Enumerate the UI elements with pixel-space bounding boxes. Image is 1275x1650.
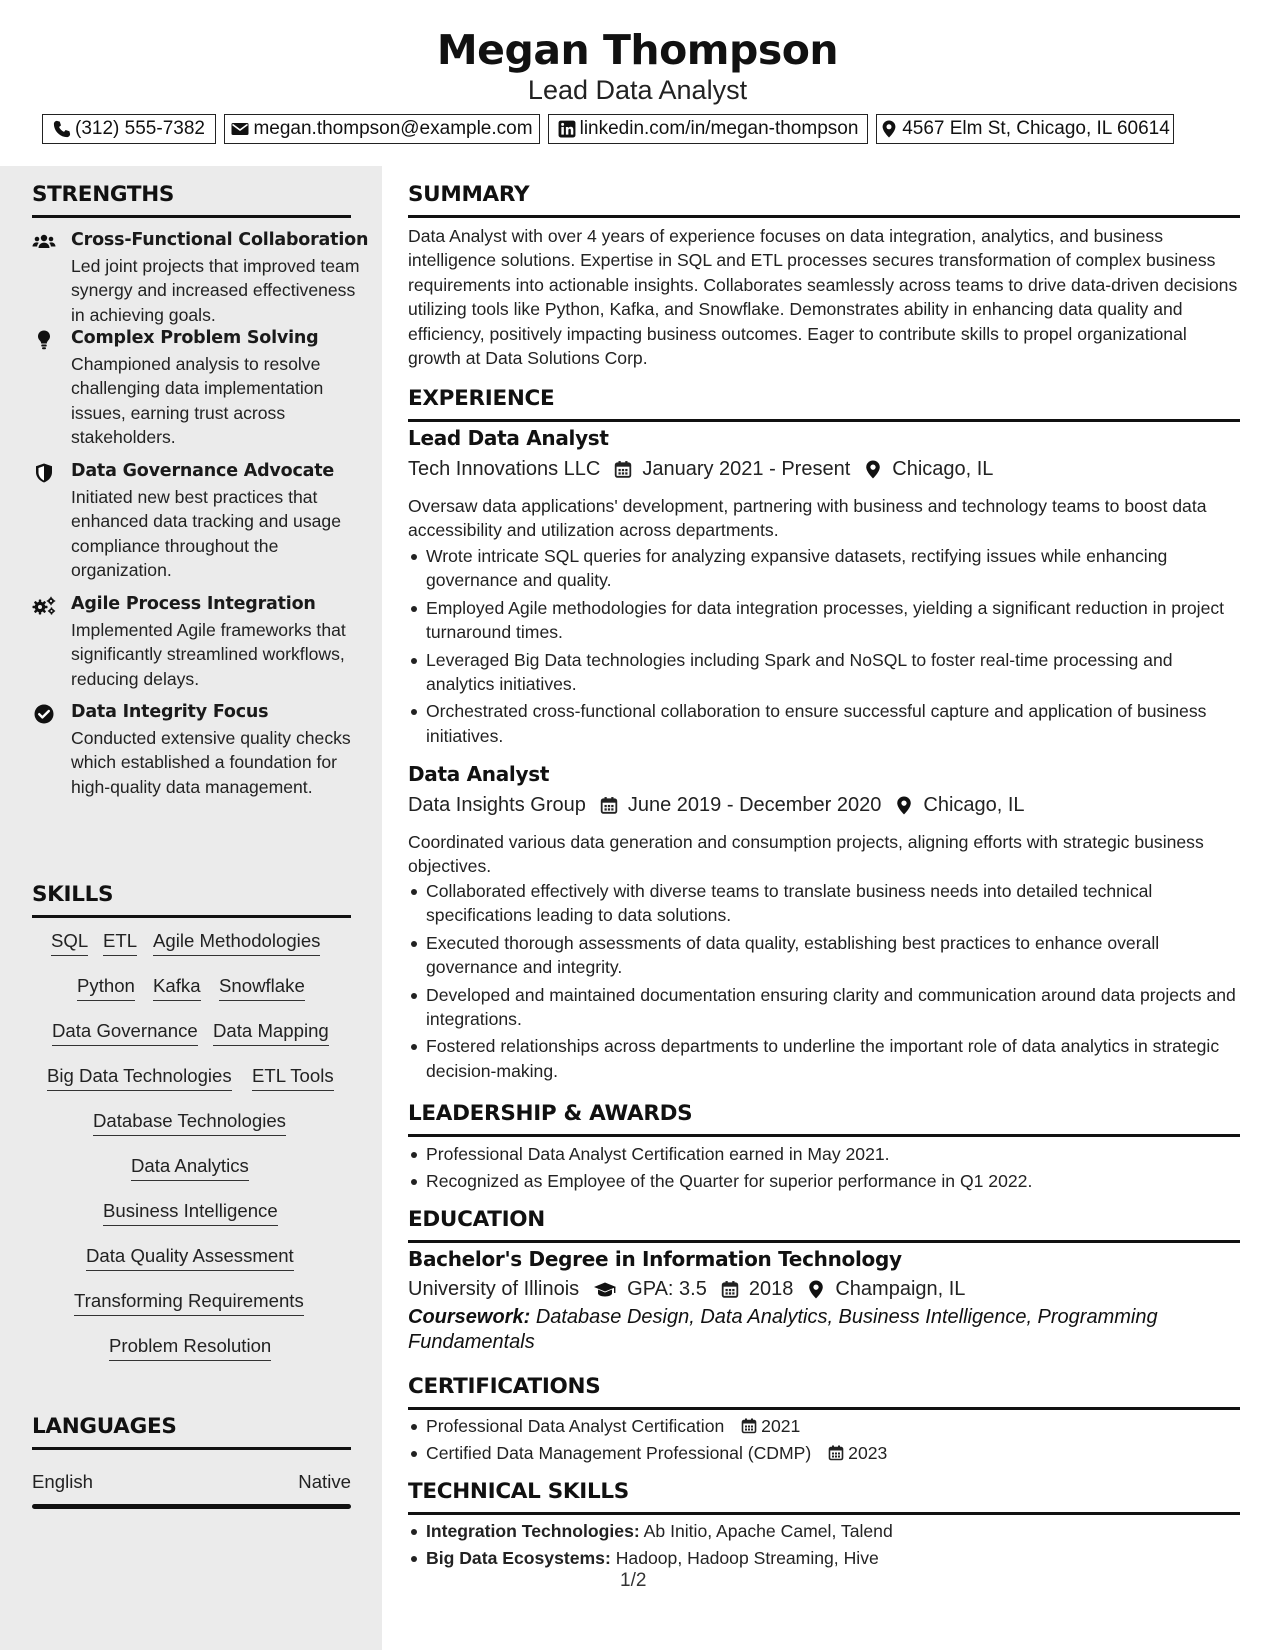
languages-rule <box>32 1447 351 1450</box>
contact-phone[interactable] <box>42 114 216 144</box>
lightbulb-icon <box>32 330 56 350</box>
strengths-title: STRENGTHS <box>32 182 175 207</box>
location-pin-icon <box>880 120 898 138</box>
language-level-bar <box>32 1504 351 1509</box>
skill-chip: Big Data Technologies <box>47 1064 232 1091</box>
technical-title: TECHNICAL SKILLS <box>408 1479 629 1504</box>
skill-chip: Database Technologies <box>93 1109 286 1136</box>
degree-title: Bachelor's Degree in Information Technology <box>408 1247 902 1271</box>
location-pin-icon <box>807 1280 825 1299</box>
strength-title: Agile Process Integration <box>71 594 316 614</box>
education-heading <box>408 1207 1240 1243</box>
leadership-title: LEADERSHIP & AWARDS <box>408 1101 693 1126</box>
skill-chip: Data Governance <box>52 1019 198 1046</box>
technical-value: Hadoop, Hadoop Streaming, Hive <box>615 1548 879 1569</box>
experience-title: EXPERIENCE <box>408 386 555 411</box>
location-pin-icon <box>895 796 913 815</box>
page-number: 1/2 <box>620 1570 647 1591</box>
job-bullets <box>426 879 1238 1086</box>
users-icon <box>32 232 56 252</box>
skill-chip: Business Intelligence <box>103 1199 278 1226</box>
leadership-rule <box>408 1134 1240 1137</box>
list-item: Fostered relationships across departments to underline the important role of data analytics in strategic decision-making. <box>426 1034 1238 1083</box>
languages-title: LANGUAGES <box>32 1414 177 1439</box>
certifications-heading <box>408 1374 1240 1410</box>
list-item: Recognized as Employee of the Quarter for superior performance in Q1 2022. <box>426 1169 1238 1193</box>
list-item: Executed thorough assessments of data quality, establishing best practices to enhance overall governance and integrity. <box>426 931 1238 980</box>
skill-chip: Snowflake <box>219 974 305 1001</box>
leadership-list <box>426 1142 1238 1197</box>
technical-list <box>426 1519 1238 1574</box>
languages-heading <box>32 1414 351 1450</box>
list-item: Collaborated effectively with diverse teams to translate business needs into detailed technical specifications leading to data solutions. <box>426 879 1238 928</box>
strength-description: Led joint projects that improved team synergy and increased effectiveness in achieving goals. <box>71 256 360 325</box>
education-rule <box>408 1240 1240 1243</box>
job-description: Coordinated various data generation and consumption projects, aligning efforts with strategic business objectives. <box>408 832 1204 877</box>
list-item <box>426 1519 1238 1543</box>
skills-rule <box>32 915 351 918</box>
list-item <box>426 1414 1238 1438</box>
skill-chip: Data Mapping <box>213 1019 329 1046</box>
certifications-list <box>426 1414 1238 1469</box>
gears-icon <box>32 596 56 616</box>
certifications-rule <box>408 1407 1240 1410</box>
skill-chip: Data Quality Assessment <box>86 1244 294 1271</box>
technical-rule <box>408 1512 1240 1515</box>
candidate-role: Lead Data Analyst <box>527 75 748 105</box>
strength-title: Data Integrity Focus <box>71 702 269 722</box>
contact-linkedin[interactable] <box>548 114 868 144</box>
job-location: Chicago, IL <box>923 794 1025 816</box>
skill-chip: Kafka <box>153 974 201 1001</box>
summary-title: SUMMARY <box>408 182 530 207</box>
job-location: Chicago, IL <box>892 458 994 480</box>
phone-text: (312) 555-7382 <box>75 118 205 139</box>
strength-item <box>32 326 362 446</box>
strength-title: Data Governance Advocate <box>71 461 335 481</box>
certification-name: Certified Data Management Professional (CDMP) <box>426 1443 812 1464</box>
strength-title: Cross-Functional Collaboration <box>71 230 369 250</box>
calendar-icon <box>721 1280 739 1299</box>
skill-chip: ETL Tools <box>252 1064 334 1091</box>
certification-year: 2023 <box>848 1443 888 1464</box>
certifications-title: CERTIFICATIONS <box>408 1374 601 1399</box>
experience-heading <box>408 386 1240 422</box>
leadership-heading <box>408 1101 1240 1137</box>
education-title: EDUCATION <box>408 1207 545 1232</box>
list-item: Orchestrated cross-functional collaboration to ensure successful capture and application of business initiatives. <box>426 699 1238 748</box>
language-name: English <box>32 1471 93 1492</box>
certification-year: 2021 <box>761 1416 801 1436</box>
phone-icon <box>53 120 71 138</box>
linkedin-text: linkedin.com/in/megan-thompson <box>579 118 859 139</box>
skill-chip: ETL <box>103 929 137 956</box>
language-level: Native <box>298 1471 351 1492</box>
skill-chip: Python <box>77 974 135 1001</box>
job-dates: January 2021 - Present <box>642 458 851 480</box>
contact-email[interactable] <box>224 114 540 144</box>
list-item: Developed and maintained documentation ensuring clarity and communication around data projects and integrations. <box>426 983 1238 1032</box>
summary-text: Data Analyst with over 4 years of experience focuses on data integration, analytics, and business intelligence solutions. Expertise in SQL and ETL processes secures transformation of complex business requirements into actionable insights. Collaborates seamlessly across teams to drive data-driven decisions utilizing tools like Python, Kafka, and Snowflake. Demonstrates ability in enhancing data quality and efficiency, positively impacting business outcomes. Eager to contribute skills to propel organizational growth at Data Solutions Corp. <box>408 226 1238 369</box>
list-item: Wrote intricate SQL queries for analyzing expansive datasets, rectifying issues while enhancing governance and quality. <box>426 544 1238 593</box>
job-bullets <box>426 544 1238 751</box>
technical-heading <box>408 1479 1240 1515</box>
skill-chip: Agile Methodologies <box>153 929 320 956</box>
strengths-rule <box>32 215 351 218</box>
contact-bar <box>42 114 1227 144</box>
school-location: Champaign, IL <box>835 1278 966 1300</box>
skill-chip: Problem Resolution <box>109 1334 271 1361</box>
coursework-label: Coursework: <box>408 1306 531 1328</box>
job-title: Data Analyst <box>408 762 550 786</box>
technical-label: Big Data Ecosystems: <box>426 1548 611 1569</box>
address-text: 4567 Elm St, Chicago, IL 60614 <box>902 118 1170 139</box>
technical-value: Ab Initio, Apache Camel, Talend <box>643 1521 893 1541</box>
candidate-name: Megan Thompson <box>436 26 839 74</box>
list-item <box>426 1441 1238 1465</box>
language-row <box>32 1470 351 1494</box>
list-item: Employed Agile methodologies for data integration processes, yielding a significant reduction in project turnaround times. <box>426 596 1238 645</box>
skill-chip: SQL <box>51 929 88 956</box>
strength-item <box>32 700 362 820</box>
skills-title: SKILLS <box>32 882 114 907</box>
graduation-cap-icon <box>593 1280 617 1299</box>
coursework-text: Database Design, Data Analytics, Business Intelligence, Programming Fundamentals <box>408 1306 1158 1353</box>
job-title: Lead Data Analyst <box>408 426 609 450</box>
strength-description: Implemented Agile frameworks that significantly streamlined workflows, reducing delays. <box>71 620 346 689</box>
skills-heading <box>32 882 351 918</box>
coursework <box>408 1305 1238 1355</box>
skill-chip: Transforming Requirements <box>74 1289 304 1316</box>
calendar-icon <box>828 1445 844 1461</box>
email-text: megan.thompson@example.com <box>253 118 533 139</box>
school-name: University of Illinois <box>408 1278 580 1300</box>
job-meta <box>408 792 1025 818</box>
strength-description: Conducted extensive quality checks which established a foundation for high-quality data management. <box>71 728 351 797</box>
sidebar <box>0 166 382 1650</box>
job-description: Oversaw data applications' development, partnering with business and technology teams to boost data accessibility and utilization across departments. <box>408 496 1207 541</box>
strength-item <box>32 592 362 692</box>
envelope-icon <box>231 120 249 138</box>
strength-title: Complex Problem Solving <box>71 328 319 348</box>
education-meta <box>408 1276 965 1302</box>
calendar-icon <box>741 1418 757 1434</box>
graduation-year: 2018 <box>748 1278 794 1300</box>
location-pin-icon <box>864 460 882 479</box>
certification-name: Professional Data Analyst Certification <box>426 1416 725 1436</box>
summary-rule <box>408 215 1240 218</box>
shield-icon <box>32 463 56 483</box>
resume-header <box>0 0 1275 166</box>
strength-description: Championed analysis to resolve challenging data implementation issues, earning trust across stakeholders. <box>71 354 324 448</box>
job-company: Data Insights Group <box>408 794 586 816</box>
technical-label: Integration Technologies: <box>426 1521 640 1541</box>
contact-address[interactable] <box>876 114 1174 144</box>
calendar-icon <box>614 460 632 479</box>
gpa: GPA: 3.5 <box>627 1278 707 1300</box>
list-item <box>426 1546 1238 1570</box>
strength-item <box>32 459 362 579</box>
linkedin-icon <box>558 120 576 138</box>
list-item: Leveraged Big Data technologies including Spark and NoSQL to foster real-time processing and analytics initiatives. <box>426 648 1238 697</box>
summary-heading <box>408 182 1240 218</box>
strength-description: Initiated new best practices that enhanced data tracking and usage compliance throughout the organization. <box>71 487 341 581</box>
experience-rule <box>408 419 1240 422</box>
strengths-heading <box>32 182 351 218</box>
job-meta <box>408 456 993 482</box>
check-circle-icon <box>32 704 56 724</box>
job-company: Tech Innovations LLC <box>408 458 601 480</box>
list-item: Professional Data Analyst Certification earned in May 2021. <box>426 1142 1238 1166</box>
strength-item <box>32 228 369 338</box>
calendar-icon <box>600 796 618 815</box>
job-dates: June 2019 - December 2020 <box>627 794 882 816</box>
skill-chip: Data Analytics <box>131 1154 249 1181</box>
